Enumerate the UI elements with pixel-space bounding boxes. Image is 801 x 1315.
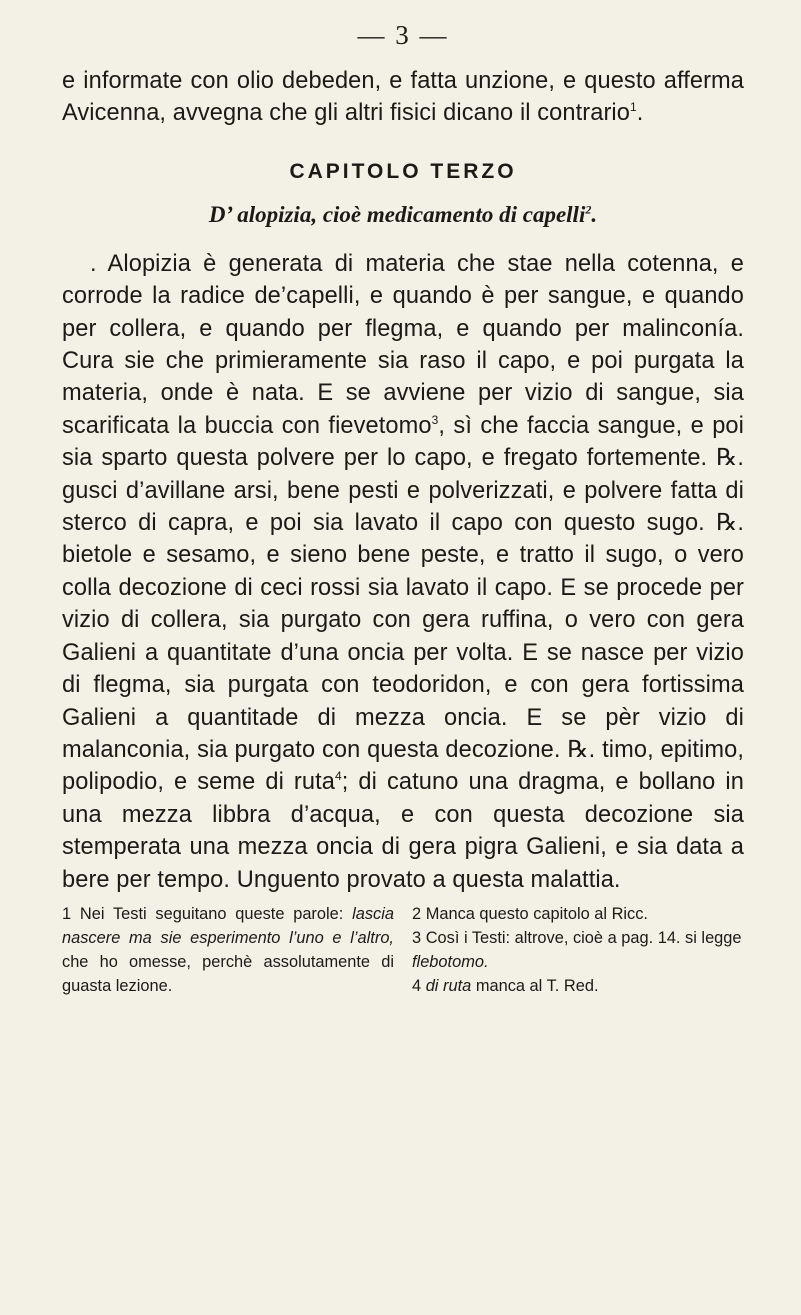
intro-end: . bbox=[636, 100, 644, 127]
footnote-ref-4: 4 bbox=[334, 769, 342, 784]
intro-text: e informate con olio debeden, e fatta unzione, e questo afferma Avicenna, avvegna che gli altri fisici dicano il contrario bbox=[62, 68, 744, 127]
main-paragraph bbox=[62, 248, 744, 896]
main-paragraph-part3: ; di catuno una dragma, e bollano in una mezza libbra d’acqua, e con questa decozione sia stemperata una mezza oncia di gera pigra Galieni, e sia data a bere per tempo. Unguento provato a questa malattia. bbox=[62, 769, 744, 893]
intro-paragraph bbox=[62, 65, 744, 130]
chapter-title: CAPITOLO TERZO bbox=[289, 159, 517, 183]
main-paragraph-part1: . Alopizia è generata di materia che stae nella cotenna, e corrode la radice de’capelli, e quando è per sangue, e quando per collera, e quando per flegma, e quando per malinconía. Cura sie che primieramente sia raso il capo, e poi purgata la materia, onde è nata. E se avviene per vizio di sangue, sia scarificata la buccia con fievetomo bbox=[62, 250, 744, 439]
footnote-1 bbox=[62, 902, 394, 998]
footnote-2-text: Manca questo capitolo al Ricc. bbox=[425, 904, 648, 923]
footnote-3-number: 3 bbox=[412, 928, 422, 947]
footnote-4-italic: di ruta bbox=[425, 976, 472, 995]
chapter-subtitle bbox=[62, 202, 744, 228]
footnote-ref-2: 2 bbox=[585, 202, 592, 217]
footnotes bbox=[62, 902, 744, 998]
footnote-1-italic: lascia nascere ma sie esperimento l’uno e l’altro, bbox=[62, 904, 394, 947]
footnote-3 bbox=[412, 926, 744, 974]
footnote-1-text-a: Nei Testi seguitano queste parole: bbox=[79, 904, 344, 923]
footnote-2-number: 2 bbox=[412, 904, 422, 923]
page-number: — 3 — bbox=[357, 20, 449, 50]
footnote-4-text: manca al T. Red. bbox=[475, 976, 599, 995]
footnote-1-text-b: che ho omesse, perchè assolutamente di guasta lezione. bbox=[62, 952, 394, 995]
footnote-ref-1: 1 bbox=[629, 100, 637, 115]
footnotes-left-column bbox=[62, 902, 394, 998]
footnote-3-text-a: Così i Testi: altrove, cioè a pag. 14. si legge bbox=[425, 928, 742, 947]
footnote-1-number: 1 bbox=[62, 904, 72, 923]
footnote-3-italic: flebotomo. bbox=[412, 952, 489, 971]
footnotes-right-column bbox=[412, 902, 744, 998]
chapter-subtitle-text: D’ alopizia, cioè medicamento di capelli bbox=[208, 201, 586, 227]
page bbox=[62, 20, 744, 998]
main-paragraph-part2: , sì che faccia sangue, e poi sia sparto questa polvere per lo capo, e fregato fortemente. ℞. gusci d’avillane arsi, bene pesti e polverizzati, e polvere fatta di sterco di capra, e poi sia lavato il capo con questo sugo. ℞. bietole e sesamo, e sieno bene peste, e tratto il sugo, o vero colla decozione di ceci rossi sia lavato il capo. E se procede per vizio di collera, sia purgato con gera ruffina, o vero con gera Galieni a quantitate d’una oncia per volta. E se nasce per vizio di flegma, sia purgata con teodoridon, e con gera fortissima Galieni a quantitade di mezza oncia. E se pèr vizio di malanconia, sia purgato con questa decozione. ℞. timo, epitimo, polipodio, e seme di ruta bbox=[62, 412, 744, 796]
footnote-ref-3: 3 bbox=[431, 412, 439, 427]
footnote-2 bbox=[412, 902, 744, 926]
footnote-4 bbox=[412, 974, 744, 998]
chapter-subtitle-end: . bbox=[591, 201, 598, 227]
footnote-4-number: 4 bbox=[412, 976, 422, 995]
